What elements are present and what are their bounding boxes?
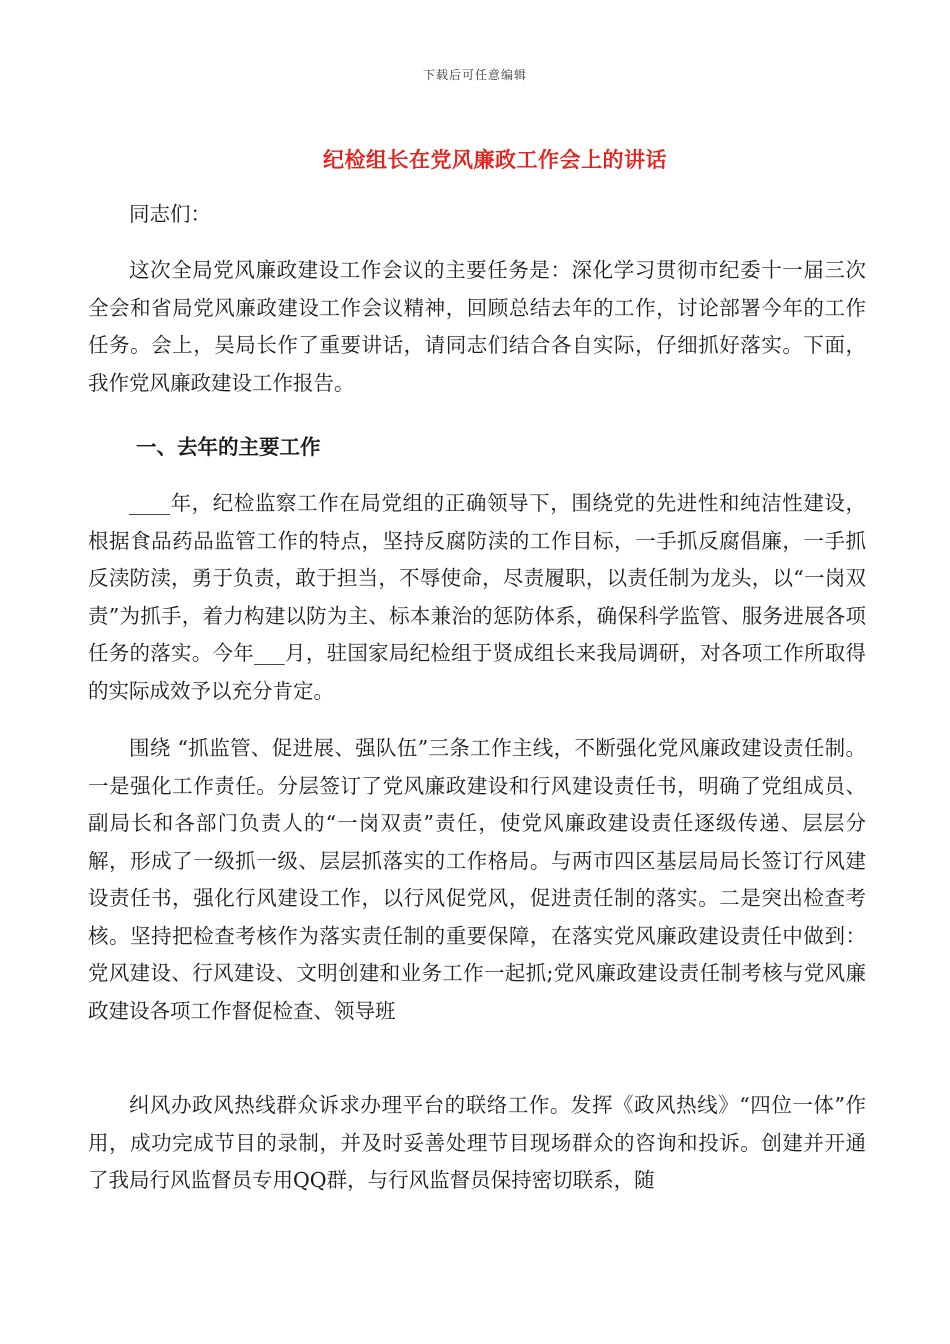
document-title: 纪检组长在党风廉政工作会上的讲话 (323, 147, 667, 172)
paragraph-hotline: 纠风办政风热线群众诉求办理平台的联络工作。发挥《政风热线》“四位一体”作用，成功完成节目的录制，并及时妥善处理节目现场群众的咨询和投诉。创建并开通了我局行风监督员专用QQ群，与行风监督员保持密切联系，随 (88, 1093, 866, 1192)
header-note: 下载后可任意编辑 (422, 68, 527, 82)
paragraph-last-year-work: ____年，纪检监察工作在局党组的正确领导下，围绕党的先进性和纯洁性建设，根据食品药品监管工作的特点，坚持反腐防渎的工作目标，一手抓反腐倡廉，一手抓反渎防渎，勇于负责，敢于担当，不辱使命，尽责履职，以责任制为龙头，以“一岗双责”为抓手，着力构建以防为主、标本兼治的惩防体系，确保科学监管、服务进展各项任务的落实。今年___月，驻国家局纪检组于贤成组长来我局调研，对各项工作所取得的实际成效予以充分肯定。 (88, 491, 866, 703)
paragraph-responsibility-system: 围绕 “抓监管、促进展、强队伍”三条工作主线，不断强化党风廉政建设责任制。一是强化工作责任。分层签订了党风廉政建设和行风建设责任书，明确了党组成员、副局长和各部门负责人的“一岗双责”责任，使党风廉政建设责任逐级传递、层层分解，形成了一级抓一级、层层抓落实的工作格局。与两市四区基层局局长签订行风建设责任书，强化行风建设工作，以行风促党风，促进责任制的落实。二是突出检查考核。坚持把检查考核作为落实责任制的重要保障，在落实党风廉政建设责任中做到：党风建设、行风建设、文明创建和业务工作一起抓;党风廉政建设责任制考核与党风廉政建设各项工作督促检查、领导班 (88, 736, 866, 1023)
paragraph-intro: 这次全局党风廉政建设工作会议的主要任务是：深化学习贯彻市纪委十一届三次全会和省局党风廉政建设工作会议精神，回顾总结去年的工作，讨论部署今年的工作任务。会上，吴局长作了重要讲话，请同志们结合各自实际，仔细抓好落实。下面，我作党风廉政建设工作报告。 (88, 258, 866, 395)
greeting: 同志们： (129, 202, 211, 226)
section-heading: 一、去年的主要工作 (136, 435, 321, 459)
